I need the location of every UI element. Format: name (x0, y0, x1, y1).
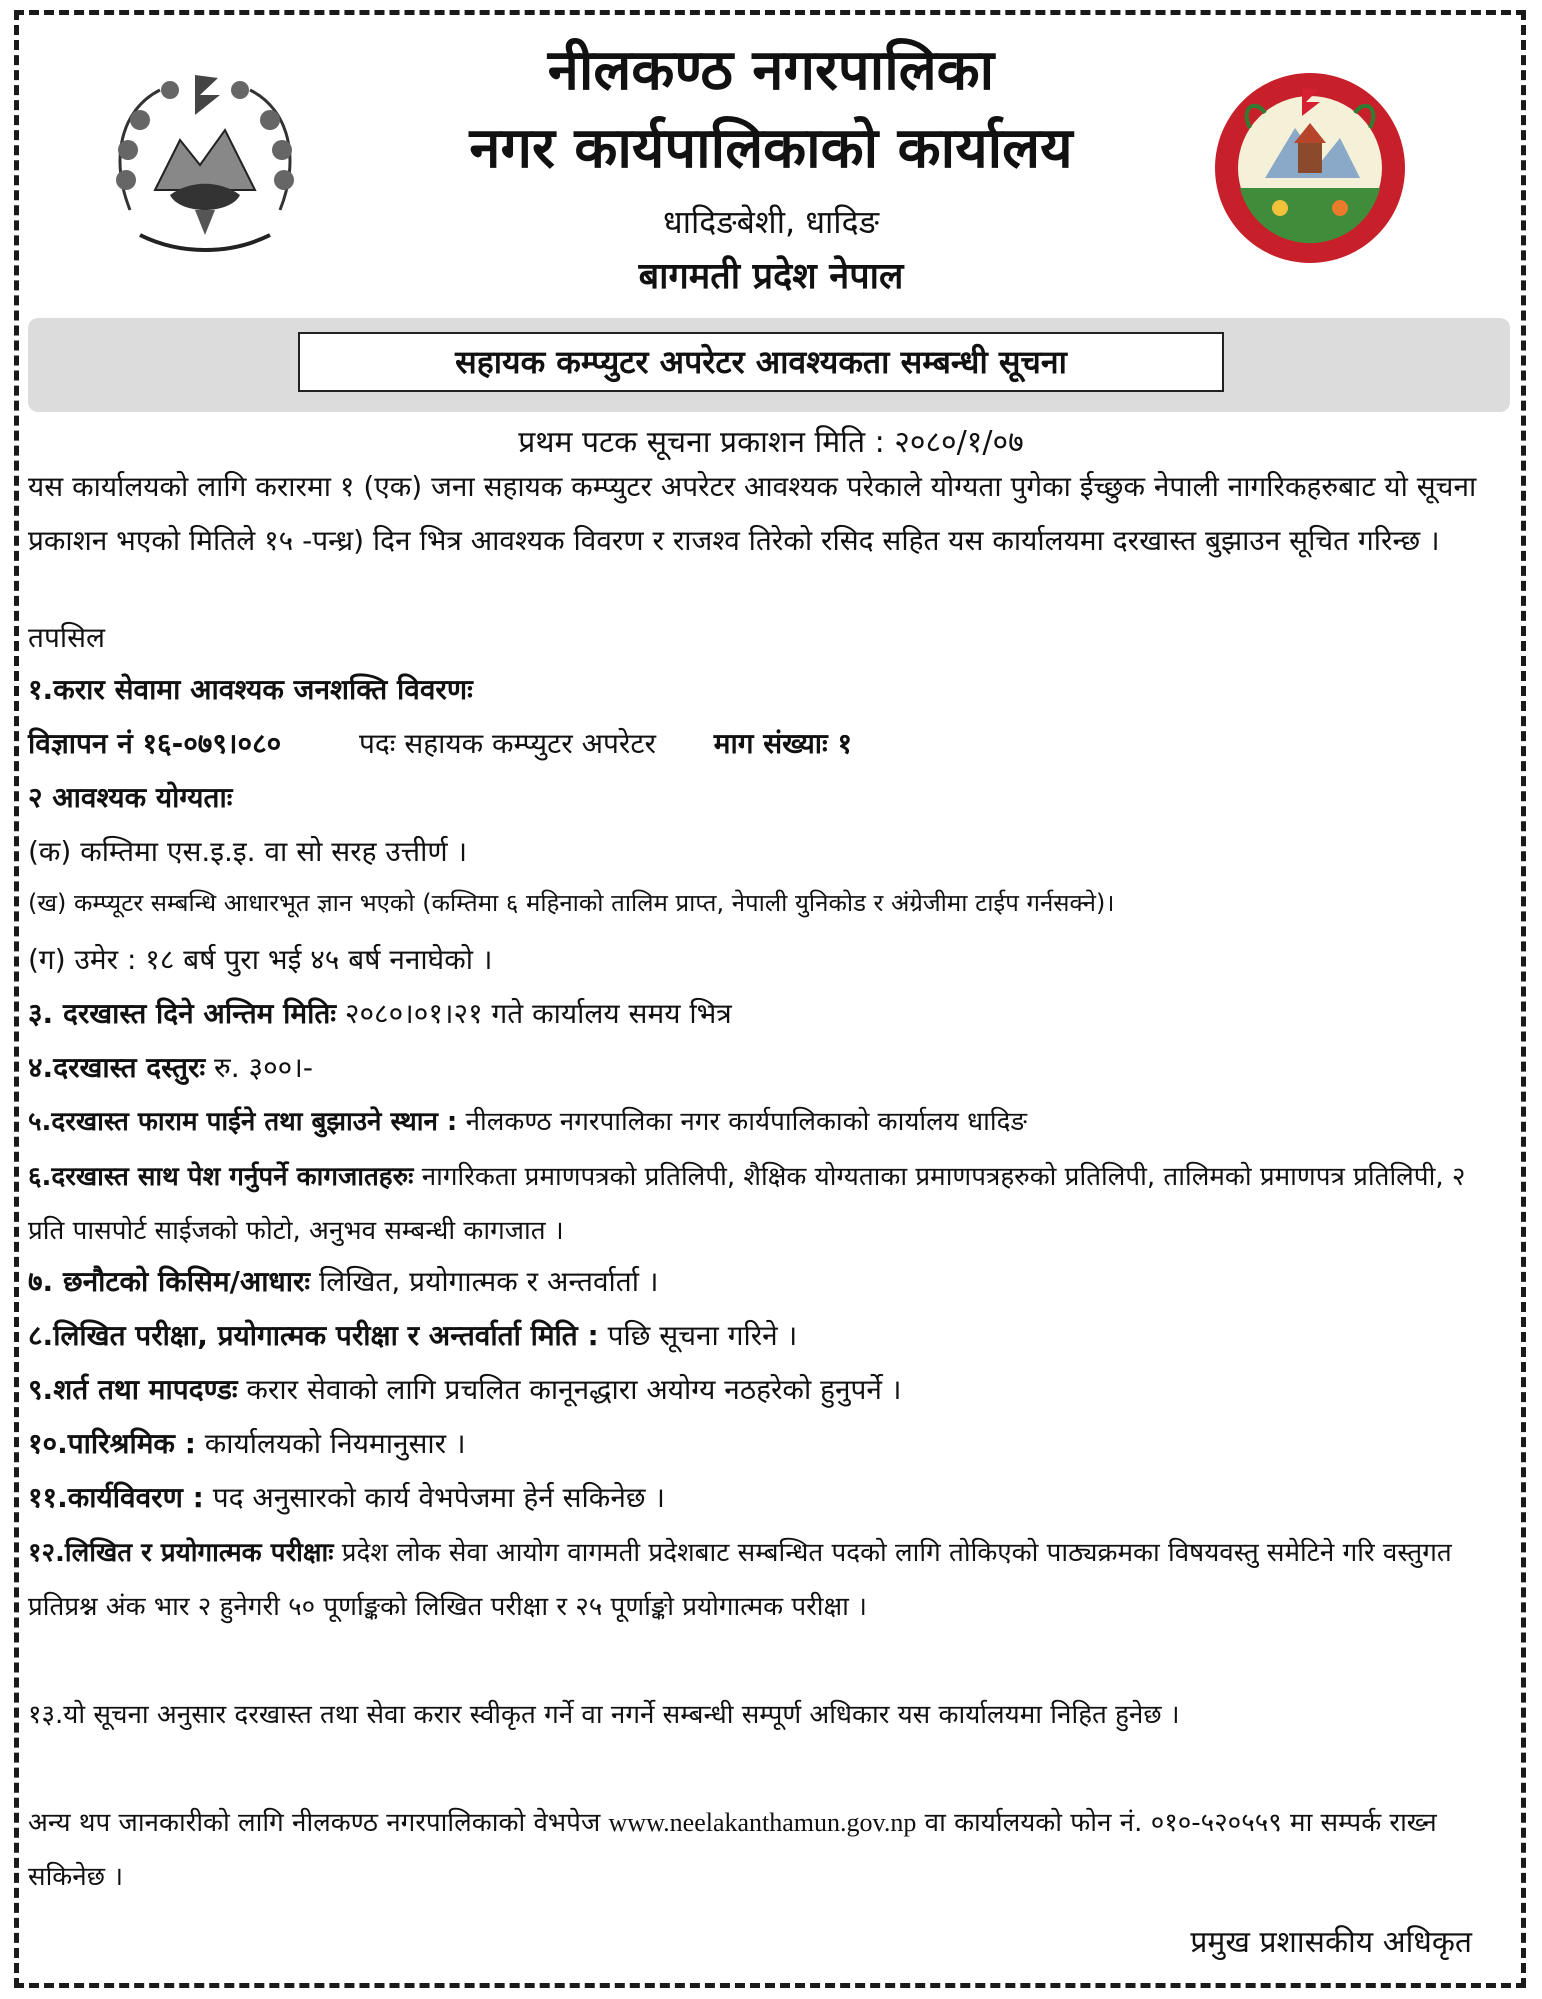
office-province: बागमती प्रदेश नेपाल (638, 256, 904, 297)
section-8 (28, 1316, 1510, 1354)
intro-paragraph: यस कार्यालयको लागि करारमा १ (एक) जना सहायक कम्प्युटर अपरेटर आवश्यक परेकाले योग्यता पुगेका ईच्छुक नेपाली नागरिकहरुबाट यो सूचना प्रकाशन भएको मितिले १५ -पन्ध्र) दिन भित्र आवश्यक विवरण र राजश्व तिरेको रसिद सहित यस कार्यालयमा दरखास्त बुझाउन सूचित गरिन्छ । (28, 470, 1477, 557)
section-5 (28, 1102, 1510, 1138)
section-3-value: २०८०।०१।२१ गते कार्यालय समय भित्र (344, 997, 732, 1030)
section-8-value: पछि सूचना गरिने । (607, 1319, 798, 1352)
section-9-value: करार सेवाको लागि प्रचलित कानूनद्धारा अयोग्य नठहरेको हुनुपर्ने । (246, 1373, 902, 1406)
post-name: पदः सहायक कम्प्युटर अपरेटर (359, 727, 656, 760)
publication-date: प्रथम पटक सूचना प्रकाशन मिति : २०८०/१/०७ (518, 425, 1024, 460)
section-11-value: पद अनुसारको कार्य वेभपेजमा हेर्न सकिनेछ । (212, 1481, 665, 1514)
demand-count: माग संख्याः १ (713, 727, 853, 760)
section-1-details (28, 724, 1510, 762)
contact-pre: अन्य थप जानकारीको लागि नीलकण्ठ नगरपालिकाको वेभपेज (28, 1808, 601, 1838)
section-1-heading: १.करार सेवामा आवश्यक जनशक्ति विवरणः (28, 673, 473, 706)
section-7-value: लिखित, प्रयोगात्मक र अन्तर्वार्ता । (319, 1265, 659, 1298)
contact-post: वा कार्यालयको फोन नं. ०१०-५२०५५९ मा सम्पर्क राख्न सकिनेछ । (28, 1808, 1437, 1892)
section-10-value: कार्यालयको नियमानुसार । (204, 1427, 466, 1460)
qualification-b: (ख) कम्प्यूटर सम्बन्धि आधारभूत ज्ञान भएको (कम्तिमा ६ महिनाको तालिम प्राप्त, नेपाली युनिकोड र अंग्रेजीमा टाईप गर्नसक्ने)। (28, 889, 1115, 917)
signatory-title: प्रमुख प्रशासकीय अधिकृत (1190, 1925, 1472, 1960)
section-4 (28, 1048, 1510, 1086)
section-5-label: ५.दरखास्त फाराम पाईने तथा बुझाउने स्थान : (28, 1107, 458, 1137)
section-12-label: १२.लिखित र प्रयोगात्मक परीक्षाः (28, 1538, 334, 1568)
section-7 (28, 1262, 1510, 1300)
section-8-label: ८.लिखित परीक्षा, प्रयोगात्मक परीक्षा र अन्तर्वार्ता मिति : (28, 1319, 599, 1352)
section-13: १३.यो सूचना अनुसार दरखास्त तथा सेवा करार स्वीकृत गर्ने वा नगर्ने सम्बन्धी सम्पूर्ण अधिकार यस कार्यालयमा निहित हुनेछ । (28, 1700, 1180, 1730)
website-link[interactable]: www.neelakanthamun.gov.np (608, 1808, 917, 1837)
notice-subject: सहायक कम्प्युटर अपरेटर आवश्यकता सम्बन्धी सूचना (298, 332, 1224, 392)
office-subtitle: नगर कार्यपालिकाको कार्यालय (469, 116, 1073, 181)
section-11 (28, 1478, 1510, 1516)
section-6-label: ६.दरखास्त साथ पेश गर्नुपर्ने कागजातहरुः (28, 1162, 414, 1192)
contact-info (28, 1796, 1506, 1904)
section-11-label: ११.कार्यविवरण : (28, 1481, 204, 1514)
section-10 (28, 1424, 1510, 1462)
ad-number: विज्ञापन नं १६-०७९।०८० (28, 727, 282, 760)
section-12 (28, 1526, 1506, 1634)
qualification-a: (क) कम्तिमा एस.इ.इ. वा सो सरह उत्तीर्ण । (28, 835, 468, 868)
section-4-value: रु. ३००।- (214, 1051, 313, 1084)
section-3 (28, 994, 1510, 1032)
section-5-value: नीलकण्ठ नगरपालिका नगर कार्यपालिकाको कार्यालय धादिङ (465, 1107, 1027, 1137)
qualification-c: (ग) उमेर : १८ बर्ष पुरा भई ४५ बर्ष ननाघेको । (28, 943, 493, 976)
section-6 (28, 1150, 1506, 1258)
office-address: धादिङबेशी, धादिङ (663, 203, 879, 241)
section-12-value: प्रदेश लोक सेवा आयोग वागमती प्रदेशबाट सम्बन्धित पदको लागि तोकिएको पाठ्यक्रमका विषयवस्तु समेटिने गरि वस्तुगत प्रतिप्रश्न अंक भार २ हुनेगरी ५० पूर्णाङ्कको लिखित परीक्षा र २५ पूर्णाङ्को प्रयोगात्मक परीक्षा । (28, 1538, 1452, 1622)
section-6-value: नागरिकता प्रमाणपत्रको प्रतिलिपी, शैक्षिक योग्यताका प्रमाणपत्रहरुको प्रतिलिपी, तालिमको प्रमाणपत्र प्रतिलिपी, २ प्रति पासपोर्ट साईजको फोटो, अनुभव सम्बन्धी कागजात । (28, 1162, 1466, 1246)
tapasil-label: तपसिल (28, 621, 106, 654)
section-10-label: १०.पारिश्रमिक : (28, 1427, 196, 1460)
section-9 (28, 1370, 1510, 1408)
section-4-label: ४.दरखास्त दस्तुरः (28, 1051, 206, 1084)
office-title: नीलकण्ठ नगरपालिका (547, 38, 995, 103)
section-2-heading: २ आवश्यक योग्यताः (28, 781, 233, 814)
section-7-label: ७. छनौटको किसिम/आधारः (28, 1265, 311, 1298)
section-3-label: ३. दरखास्त दिने अन्तिम मितिः (28, 997, 337, 1030)
section-9-label: ९.शर्त तथा मापदण्डः (28, 1373, 238, 1406)
